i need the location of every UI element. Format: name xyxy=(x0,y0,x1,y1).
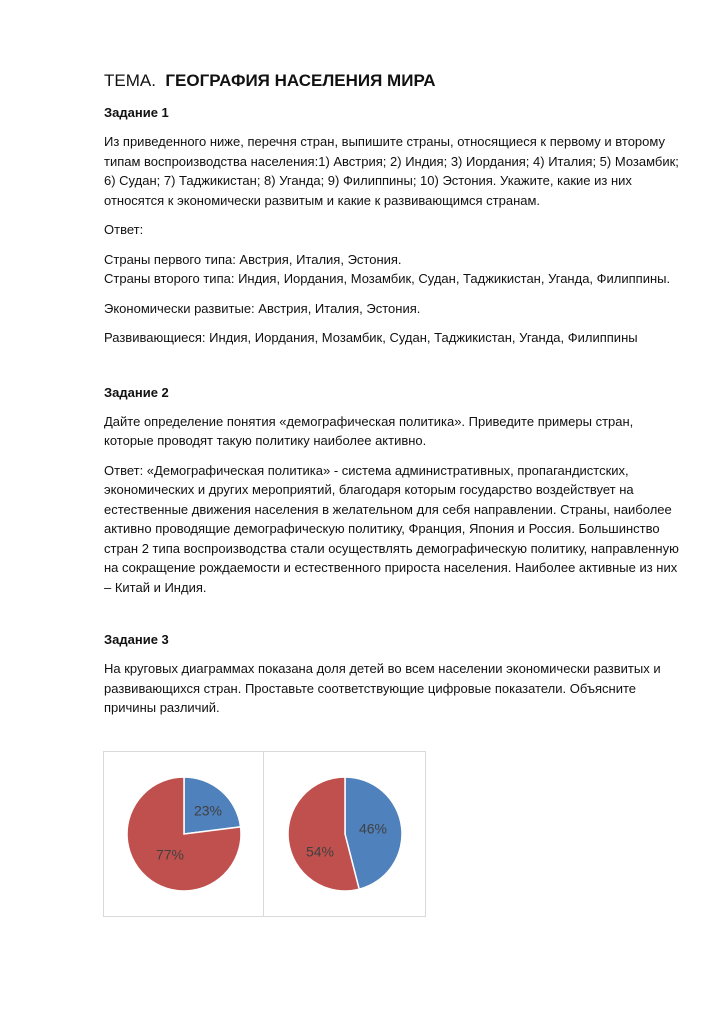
task1-heading: Задание 1 xyxy=(104,105,169,120)
pie-label-1-1: 54% xyxy=(305,843,335,860)
pie-chart-developing-svg xyxy=(264,752,425,916)
task2-question: Дайте определение понятия «демографическая политика». Приведите примеры стран, которые проводят такую политику наиболее активно. xyxy=(104,413,634,448)
task1-answer-types xyxy=(104,250,679,289)
task1-answer-type1: Страны первого типа: Австрия, Италия, Эстония. xyxy=(104,251,402,267)
pie-label-0-1: 77% xyxy=(155,846,185,863)
task3-question: На круговых диаграммах показана доля детей во всем населении экономически развитых и развивающихся стран. Проставьте соответствующие цифровые показатели. Объясните причины различий. xyxy=(104,661,661,715)
page-title xyxy=(104,70,679,92)
task1-developing: Развивающиеся: Индия, Иордания, Мозамбик, Судан, Таджикистан, Уганда, Филиппины xyxy=(104,330,638,345)
title-prefix: ТЕМА. xyxy=(104,71,156,90)
task1-developed: Экономически развитые: Австрия, Италия, Эстония. xyxy=(104,300,421,316)
document-page xyxy=(104,70,679,728)
task1-question: Из приведенного ниже, перечня стран, выпишите страны, относящиеся к первому и второму типам воспроизводства населения:1) Австрия; 2) Индия; 3) Иордания; 4) Италия; 5) Мозамбик; 6) Судан; 7) Таджикистан; 8) Уганда; 9) Филиппины; 10) Эстония. Укажите, какие из них относятся к экономически развитым и какие к развивающимся странам. xyxy=(104,134,679,208)
task2-heading: Задание 2 xyxy=(104,384,169,400)
pie-charts xyxy=(103,751,426,917)
pie-chart-developed xyxy=(103,751,264,917)
pie-label-0-0: 23% xyxy=(193,802,223,819)
pie-label-1-0: 46% xyxy=(358,820,388,837)
title-main: ГЕОГРАФИЯ НАСЕЛЕНИЯ МИРА xyxy=(165,71,436,90)
pie-chart-developing xyxy=(263,751,426,917)
pie-chart-developed-svg xyxy=(104,752,263,916)
task1-answer-label: Ответ: xyxy=(104,222,144,237)
task3-heading: Задание 3 xyxy=(104,632,169,647)
task2-answer: Ответ: «Демографическая политика» - система административных, пропагандистских, экономических и других мероприятий, благодаря которым государство воздействует на естественные движения населения в желательном для себя направлении. Страны, наиболее активно проводящие демографическую политику, Франция, Япония и Россия. Большинство стран 2 типа воспроизводства стали осуществлять демографическую политику, направленную на сокращение рождаемости и естественного прироста населения. Наиболее активные из них – Китай и Индия. xyxy=(104,462,679,595)
task1-answer-type2: Страны второго типа: Индия, Иордания, Мозамбик, Судан, Таджикистан, Уганда, Филиппины. xyxy=(104,271,671,286)
